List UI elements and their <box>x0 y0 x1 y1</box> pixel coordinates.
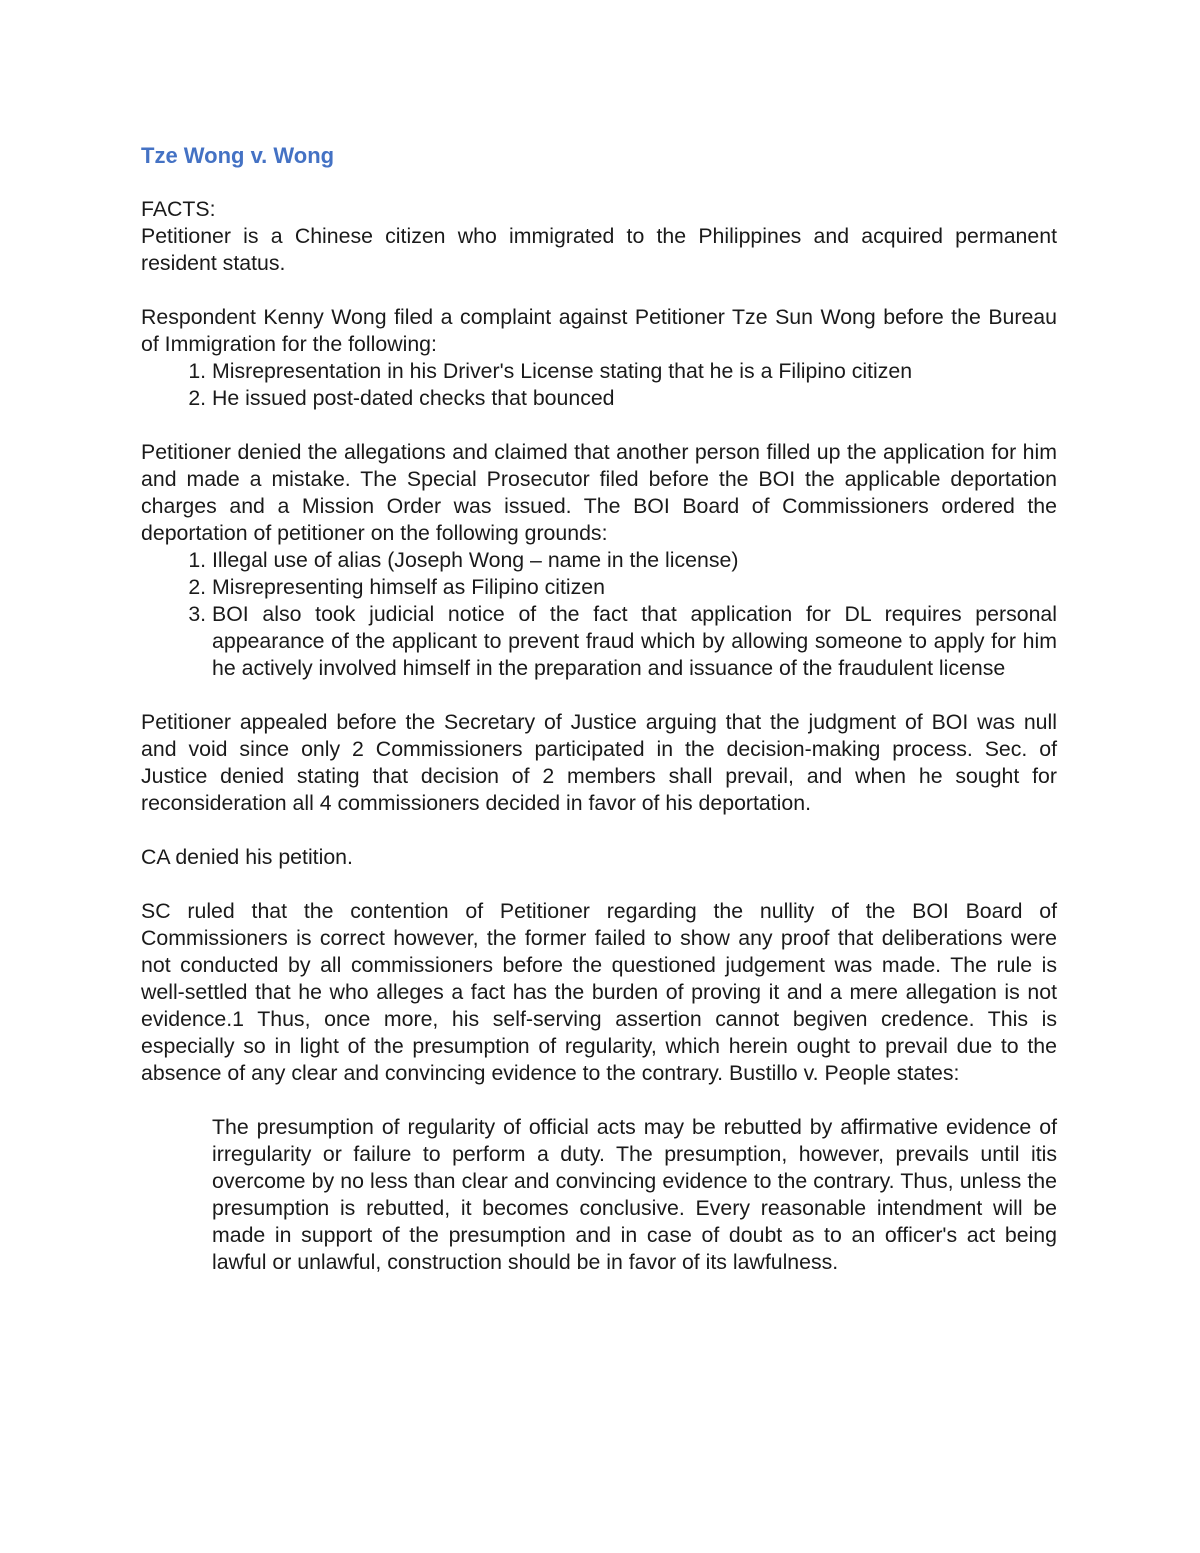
paragraph-complaint: Respondent Kenny Wong filed a complaint against Petitioner Tze Sun Wong before the Bureau of Immigration for the following: <box>141 305 1057 356</box>
complaint-list <box>141 358 1057 412</box>
list-item: 3. BOI also took judicial notice of the fact that application for DL requires personal appearance of the applicant to prevent fraud which by allowing someone to apply for him he actively involved himself in the preparation and issuance of the fraudulent license <box>212 601 1057 682</box>
list-item: 2. Misrepresenting himself as Filipino citizen <box>212 574 1057 601</box>
paragraph-sc-ruling: SC ruled that the contention of Petitioner regarding the nullity of the BOI Board of Commissioners is correct however, the former failed to show any proof that deliberations were not conducted by all commissioners before the questioned judgement was made. The rule is well-settled that he who alleges a fact has the burden of proving it and a mere allegation is not evidence.1 Thus, once more, his self-serving assertion cannot begiven credence. This is especially so in light of the presumption of regularity, which herein ought to prevail due to the absence of any clear and convincing evidence to the contrary. Bustillo v. People states: <box>141 899 1057 1085</box>
block-quote: The presumption of regularity of official acts may be rebutted by affirmative evidence of irregularity or failure to perform a duty. The presumption, however, prevails until itis overcome by no less than clear and convincing evidence to the contrary. Thus, unless the presumption is rebutted, it becomes conclusive. Every reasonable intendment will be made in support of the presumption and in case of doubt as to an officer's act being lawful or unlawful, construction should be in favor of its lawfulness. <box>212 1115 1057 1274</box>
list-item: 1. Illegal use of alias (Joseph Wong – name in the license) <box>212 547 1057 574</box>
paragraph-petitioner-status: Petitioner is a Chinese citizen who immigrated to the Philippines and acquired permanent resident status. <box>141 224 1057 275</box>
grounds-list <box>141 547 1057 682</box>
list-item: 1. Misrepresentation in his Driver's License stating that he is a Filipino citizen <box>212 358 1057 385</box>
paragraph-denial: Petitioner denied the allegations and claimed that another person filled up the application for him and made a mistake. The Special Prosecutor filed before the BOI the applicable deportation charges and a Mission Order was issued. The BOI Board of Commissioners ordered the deportation of petitioner on the following grounds: <box>141 440 1057 545</box>
facts-heading: FACTS: <box>141 197 216 221</box>
document-page <box>141 140 1057 1276</box>
paragraph-ca: CA denied his petition. <box>141 845 353 869</box>
list-item: 2. He issued post-dated checks that bounced <box>212 385 1057 412</box>
paragraph-appeal: Petitioner appealed before the Secretary of Justice arguing that the judgment of BOI was null and void since only 2 Commissioners participated in the decision-making process. Sec. of Justice denied stating that decision of 2 members shall prevail, and when he sought for reconsideration all 4 commissioners decided in favor of his deportation. <box>141 710 1057 815</box>
document-title: Tze Wong v. Wong <box>141 143 335 168</box>
